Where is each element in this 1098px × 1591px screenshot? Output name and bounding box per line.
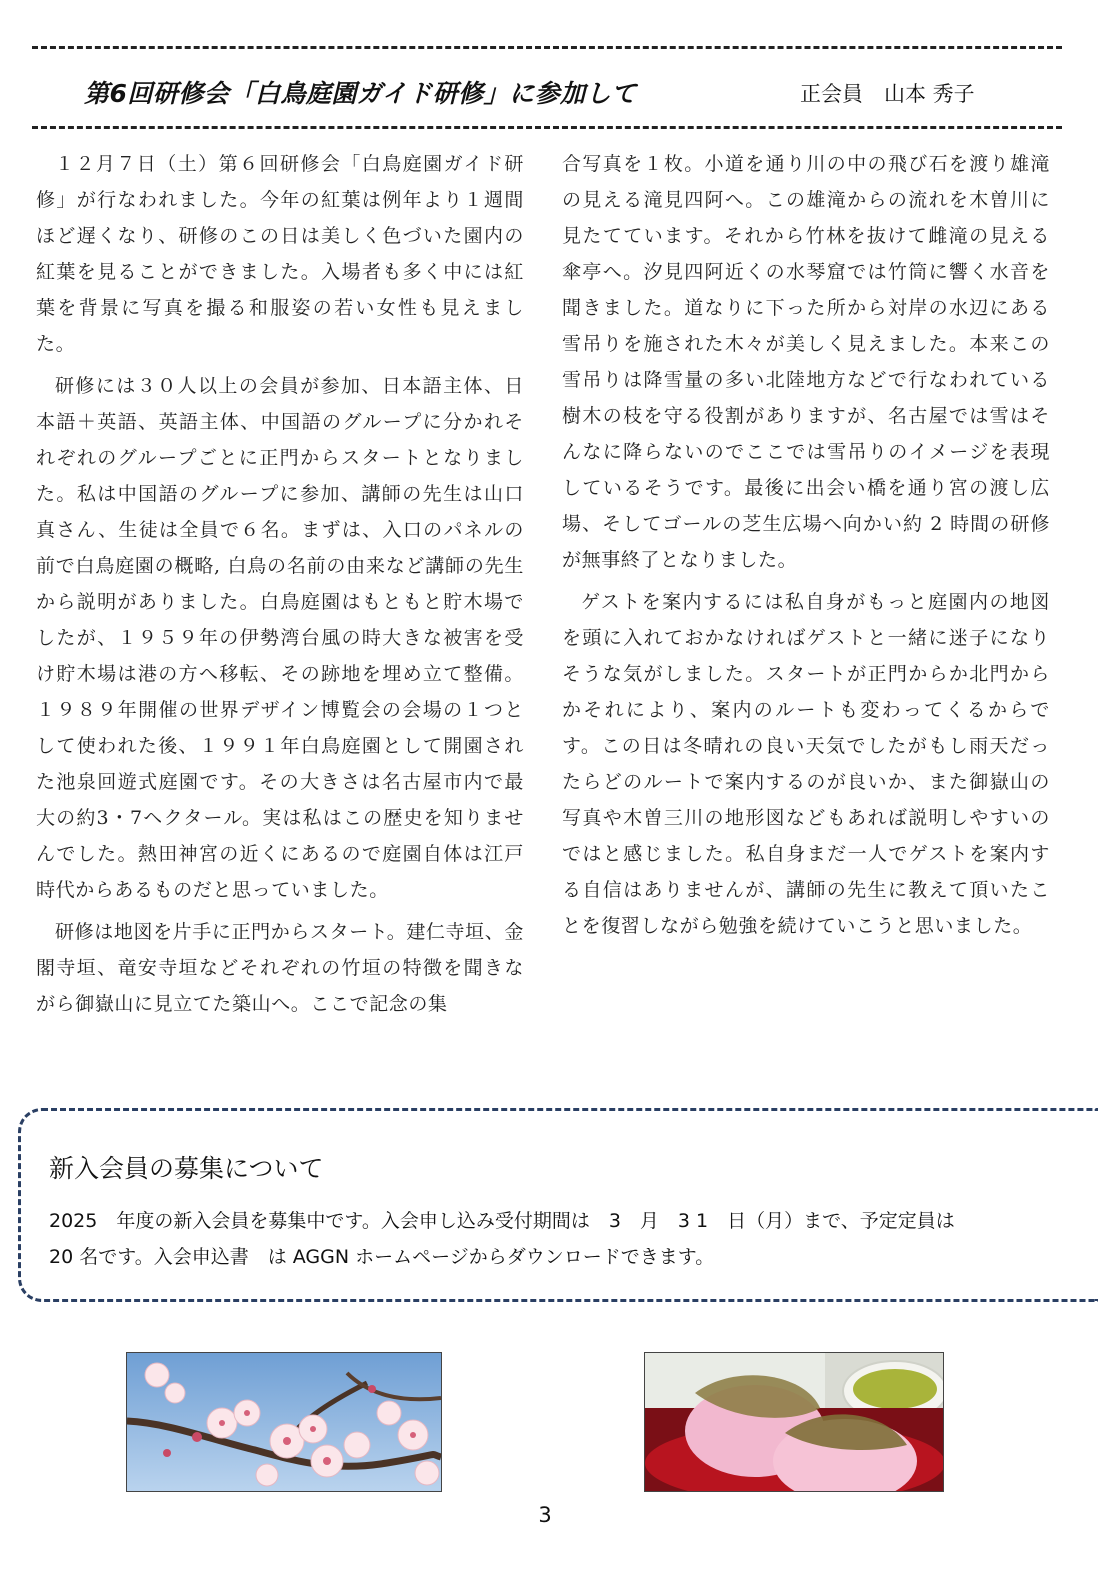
article-column-left	[36, 146, 524, 1028]
notice-line: 20 名です。入会申込書 は AGGN ホームページからダウンロードできます。	[49, 1246, 715, 1268]
page-number: 3	[538, 1503, 552, 1527]
recruitment-notice-box	[18, 1108, 1098, 1302]
plum-blossom-icon	[127, 1353, 441, 1491]
article-column-right	[562, 146, 1050, 950]
article-author: 正会員 山本 秀子	[800, 82, 975, 106]
article-title: 第6回研修会「白鳥庭園ガイド研修」に参加して	[84, 79, 637, 108]
header-rule-top	[32, 46, 1062, 49]
article-paragraph: １２月７日（土）第６回研修会「白鳥庭園ガイド研修」が行なわれました。今年の紅葉は例年より１週間ほど遅くなり、研修のこの日は美しく色づいた園内の紅葉を見ることができました。入場者も多く中には紅葉を背景に写真を撮る和服姿の若い女性も見えました。	[36, 153, 524, 355]
notice-body	[49, 1203, 1069, 1275]
header-rule-bottom	[32, 126, 1062, 129]
sakura-mochi-photo	[644, 1352, 944, 1492]
article-paragraph: 研修には３０人以上の会員が参加、日本語主体、日本語＋英語、英語主体、中国語のグループに分かれそれぞれのグループごとに正門からスタートとなりました。私は中国語のグループに参加、講師の先生は山口真さん、生徒は全員で６名。まずは、入口のパネルの前で白鳥庭園の概略, 白鳥の名前の由来など講師の先生から説明がありました。白鳥庭園はもともと貯木場でしたが、１９５９年の伊勢湾台風の時大きな被害を受け貯木場は港の方へ移転、その跡地を埋め立て整備。１９８９年開催の世界デザイン博覧会の会場の１つとして使われた後、１９９１年白鳥庭園として開園された池泉回遊式庭園です。その大きさは名古屋市内で最大の約3・7ヘクタール。実は私はこの歴史を知りませんでした。熱田神宮の近くにあるので庭園自体は江戸時代からあるものだと思っていました。	[36, 375, 524, 901]
article-paragraph: 研修は地図を片手に正門からスタート。建仁寺垣、金閣寺垣、竜安寺垣などそれぞれの竹垣の特徴を聞きながら御嶽山に見立てた築山へ。ここで記念の集	[36, 921, 524, 1015]
article-paragraph: 合写真を１枚。小道を通り川の中の飛び石を渡り雄滝の見える滝見四阿へ。この雄滝からの流れを木曽川に見たてています。それから竹林を抜けて雌滝の見える傘亭へ。汐見四阿近くの水琴窟では竹筒に響く水音を聞きました。道なりに下った所から対岸の水辺にある雪吊りを施された木々が美しく見えました。本来この雪吊りは降雪量の多い北陸地方などで行なわれている樹木の枝を守る役割がありますが、名古屋では雪はそんなに降らないのでここでは雪吊りのイメージを表現しているそうです。最後に出会い橋を通り宮の渡し広場、そしてゴールの芝生広場へ向かい約 2 時間の研修が無事終了となりました。	[562, 153, 1050, 571]
notice-line: 2025 年度の新入会員を募集中です。入会申し込み受付期間は 3 月 3 1 日（月）まで、予定定員は	[49, 1210, 955, 1232]
plum-blossom-photo	[126, 1352, 442, 1492]
article-paragraph: ゲストを案内するには私自身がもっと庭園内の地図を頭に入れておかなければゲストと一緒に迷子になりそうな気がしました。スタートが正門からか北門からかそれにより、案内のルートも変わってくるからです。この日は冬晴れの良い天気でしたがもし雨天だったらどのルートで案内するのが良いか、また御嶽山の写真や木曽三川の地形図などもあれば説明しやすいのではと感じました。私自身まだ一人でゲストを案内する自信はありませんが、講師の先生に教えて頂いたことを復習しながら勉強を続けていこうと思いました。	[562, 591, 1050, 937]
sakura-mochi-icon	[645, 1353, 943, 1491]
notice-title: 新入会員の募集について	[49, 1154, 324, 1183]
